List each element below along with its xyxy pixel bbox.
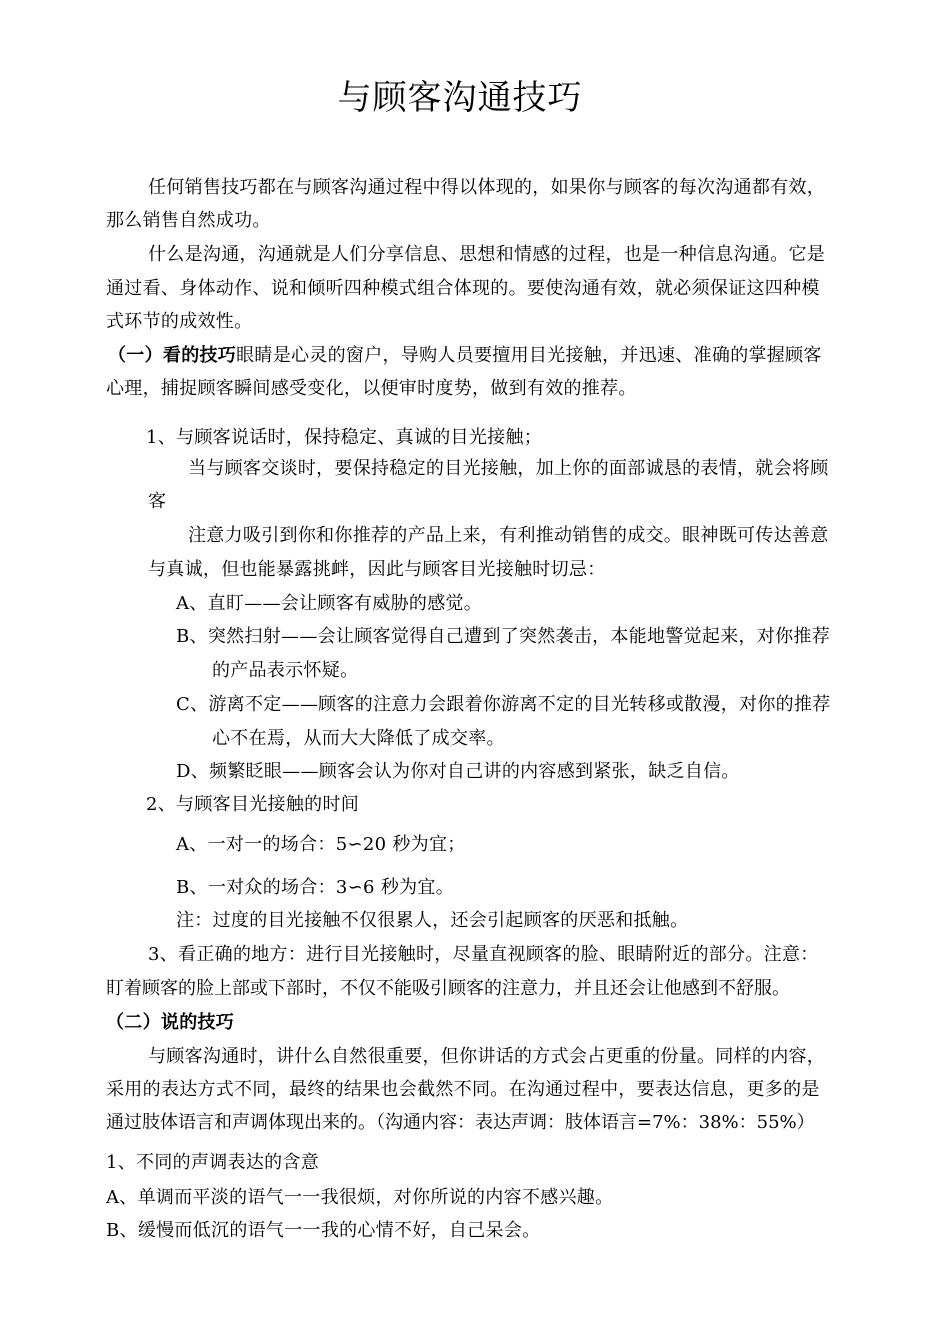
intro-p1-line1: 任何销售技巧都在与顾客沟通过程中得以体现的，如果你与顾客的每次沟通都有效， <box>148 177 826 198</box>
section1-line2: 心理，捕捉顾客瞬间感受变化，以便审时度势，做到有效的推荐。 <box>106 378 637 399</box>
section2-p-line3: 通过肢体语言和声调体现出来的。（沟通内容：表达声调：肢体语言=7%：38%：55%） <box>106 1112 815 1133</box>
section1-item2-title: 2、与顾客目光接触的时间 <box>146 794 360 815</box>
section1-item3-line2: 盯着顾客的脸上部或下部时，不仅不能吸引顾客的注意力，并且还会让他感到不舒服。 <box>106 978 790 999</box>
section2-p-line1: 与顾客沟通时，讲什么自然很重要，但你讲话的方式会占更重的份量。同样的内容， <box>148 1046 826 1067</box>
section1-heading: （一）看的技巧 <box>108 345 237 366</box>
intro-p2-line1: 什么是沟通，沟通就是人们分享信息、思想和情感的过程，也是一种信息沟通。它是 <box>148 244 826 265</box>
taboo-b-line2: 的产品表示怀疑。 <box>212 660 359 681</box>
section1-item1-p2-line2: 与真诚，但也能暴露挑衅，因此与顾客目光接触时切忌： <box>148 559 606 580</box>
taboo-d: D、频繁眨眼——顾客会认为你对自己讲的内容感到紧张，缺乏自信。 <box>176 761 740 782</box>
section1-line1 <box>108 343 822 369</box>
taboo-c-line2: 心不在焉，从而大大降低了成交率。 <box>212 728 505 749</box>
section1-item1-p2-line1: 注意力吸引到你和你推荐的产品上来，有利推动销售的成交。眼神既可传达善意 <box>188 525 829 546</box>
section1-item1-p1-line2: 客 <box>148 491 167 512</box>
section1-line1-text: 眼睛是心灵的窗户，导购人员要擅用目光接触，并迅速、准确的掌握顾客 <box>236 345 822 366</box>
section1-item3-line1: 3、看正确的地方：进行目光接触时，尽量直视顾客的脸、眼睛附近的部分。注意： <box>148 944 819 965</box>
section1-item1-title: 1、与顾客说话时，保持稳定、真诚的目光接触； <box>146 427 543 448</box>
section2-item1-b: B、缓慢而低沉的语气一一我的心情不好，自己呆会。 <box>106 1220 541 1241</box>
section2-heading: （二）说的技巧 <box>106 1012 235 1033</box>
taboo-b-line1: B、突然扫射——会让顾客觉得自己遭到了突然袭击，本能地警觉起来，对你推荐 <box>176 626 831 647</box>
section2-item1-a: A、单调而平淡的语气一一我很烦，对你所说的内容不感兴趣。 <box>106 1187 614 1208</box>
section2-item1-title: 1、不同的声调表达的含意 <box>106 1152 320 1173</box>
taboo-a: A、直盯——会让顾客有威胁的感觉。 <box>176 593 483 614</box>
section1-item1-p1-line1: 当与顾客交谈时，要保持稳定的目光接触，加上你的面部诚恳的表情，就会将顾 <box>188 458 829 479</box>
intro-p1-line2: 那么销售自然成功。 <box>106 210 271 231</box>
taboo-c-line1: C、游离不定——顾客的注意力会跟着你游离不定的目光转移或散漫，对你的推荐 <box>176 694 831 715</box>
intro-p2-line2: 通过看、身体动作、说和倾听四种模式组合体现的。要使沟通有效，就必须保证这四种模 <box>106 278 820 299</box>
section1-item2-note: 注：过度的目光接触不仅很累人，还会引起顾客的厌恶和抵触。 <box>176 910 689 931</box>
section2-p-line2: 采用的表达方式不同，最终的结果也会截然不同。在沟通过程中，要表达信息，更多的是 <box>106 1079 820 1100</box>
intro-p2-line3: 式环节的成效性。 <box>106 311 253 332</box>
section1-item2-a: A、一对一的场合：5∽20 秒为宜； <box>176 834 466 855</box>
document-title: 与顾客沟通技巧 <box>337 78 583 118</box>
section1-item2-b: B、一对众的场合：3∽6 秒为宜。 <box>176 877 455 898</box>
